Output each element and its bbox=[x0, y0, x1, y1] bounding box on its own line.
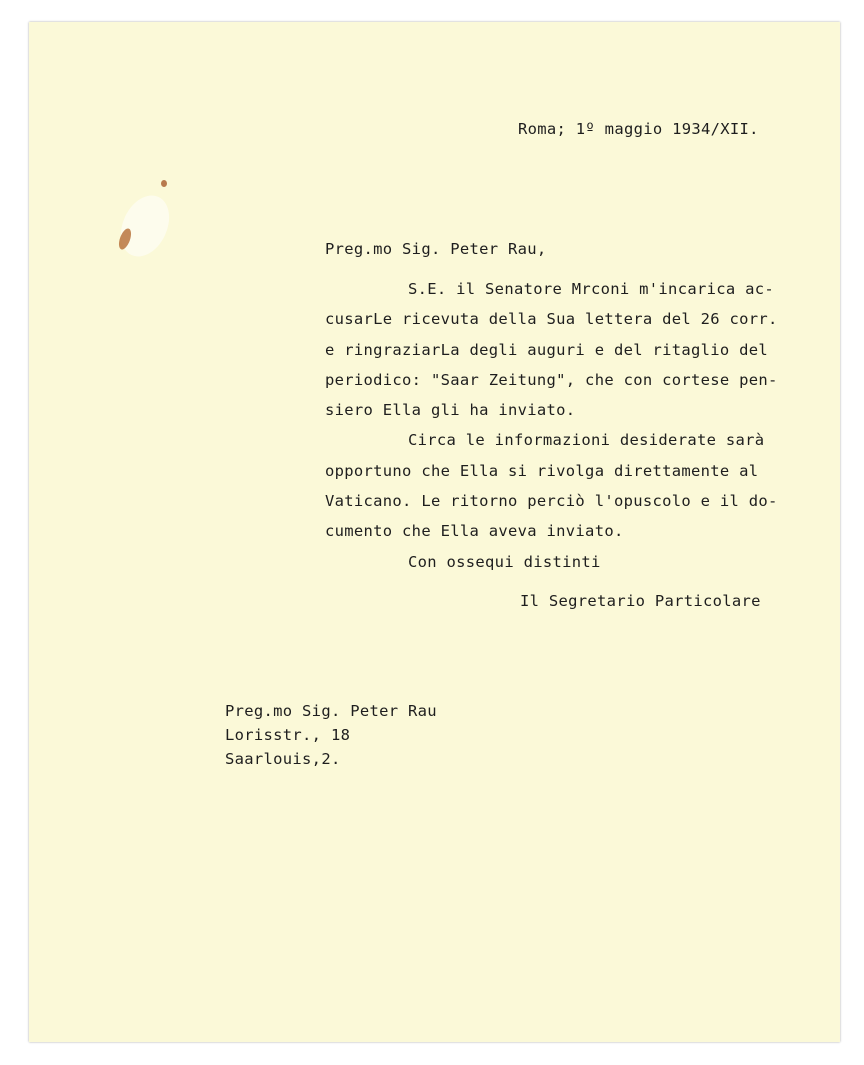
body-line: Vaticano. Le ritorno perciò l'opuscolo e il do- bbox=[325, 492, 778, 511]
body-line: cumento che Ella aveva inviato. bbox=[325, 522, 624, 541]
letter-body bbox=[325, 274, 805, 577]
address-line: Saarlouis,2. bbox=[225, 750, 341, 768]
closing-line: Con ossequi distinti bbox=[408, 552, 601, 571]
body-line: e ringraziarLa degli auguri e del ritaglio del bbox=[325, 340, 769, 359]
rust-spot bbox=[161, 180, 167, 187]
date-line: Roma; 1º maggio 1934/XII. bbox=[518, 120, 759, 138]
body-line: Circa le informazioni desiderate sarà bbox=[408, 431, 765, 450]
body-line: periodico: "Saar Zeitung", che con cortese pen- bbox=[325, 370, 778, 389]
body-line: siero Ella gli ha inviato. bbox=[325, 401, 576, 420]
salutation: Preg.mo Sig. Peter Rau, bbox=[325, 240, 547, 258]
recipient-address bbox=[225, 699, 437, 771]
signature-line: Il Segretario Particolare bbox=[520, 592, 761, 610]
body-line: cusarLe ricevuta della Sua lettera del 26 corr. bbox=[325, 310, 778, 329]
address-line: Preg.mo Sig. Peter Rau bbox=[225, 702, 437, 720]
paper-crease-mark bbox=[112, 188, 179, 265]
body-line: S.E. il Senatore Mrconi m'incarica ac- bbox=[408, 280, 775, 298]
address-line: Lorisstr., 18 bbox=[225, 726, 351, 744]
body-line: opportuno che Ella si rivolga direttamente al bbox=[325, 461, 759, 480]
